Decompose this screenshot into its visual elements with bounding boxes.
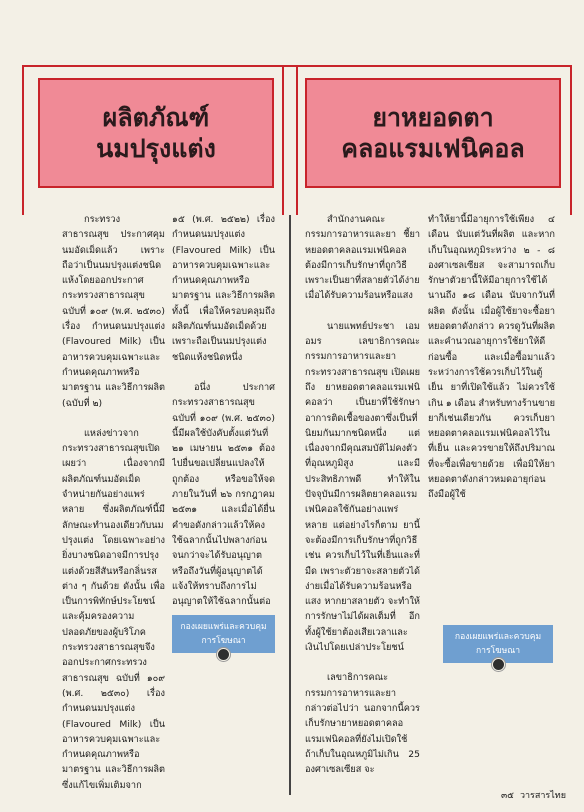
left-col1-paragraph-2: แหล่งข่าวจากกระทรวงสาธารณสุขเปิดเผยว่า เนื่องจากมีผลิตภัณฑ์นมอัดเม็ด จำหน่ายกันอย่างแพร่หลาย ซึ่งผลิตภัณฑ์นี้มีลักษณะทำนองเดียวกับนมปรุงแต่ง โดยเฉพาะอย่างยิ่งบางชนิดอาจมีการปรุงแต่งด้วยสีสันหรือกลิ่นรสต่าง ๆ กันด้วย ดังนั้น เพื่อเป็นการพิทักษ์ประโยชน์และคุ้มครองความปลอดภัยของผู้บริโภค กระทรวงสาธารณสุขจึงออกประกาศกระทรวงสาธารณสุข ฉบับที่ ๑๐๙ (พ.ศ. ๒๕๓๐) เรื่อง กำหนดนมปรุงแต่ง (Flavoured Milk) เป็นอาหารควบคุมเฉพาะและกำหนดคุณภาพหรือมาตรฐาน และวิธีการผลิต ซึ่งแก้ไขเพิ่มเติมจาก (62, 427, 165, 790)
left-article-title-banner (38, 78, 274, 188)
right-article-column-2 (428, 212, 555, 617)
right-article-title-banner (305, 78, 561, 188)
left-title-line2: นมปรุงแต่ง (96, 134, 216, 163)
left-title-line1: ผลิตภัณฑ์ (102, 102, 210, 132)
right-credit-line1: กองเผยแพร่และควบคุม (454, 632, 542, 642)
left-col2-paragraph-1: ๑๕ (พ.ศ. ๒๕๒๒) เรื่อง กำหนดนมปรุงแต่ง (Flavoured Milk) เป็นอาหารควบคุมเฉพาะและกำหนดคุณภาพหรือมาตรฐาน และวิธีการผลิต ทั้งนี้ เพื่อให้ครอบคลุมถึงผลิตภัณฑ์นมอัดเม็ดด้วยเพราะถือเป็นนมปรุงแต่งชนิดแห้งชนิดหนึ่ง (172, 214, 275, 363)
center-left-rule (282, 65, 284, 215)
right-article-column-1 (305, 212, 420, 790)
left-article-column-1 (62, 212, 165, 790)
left-credit-line2: การโฆษณา (201, 636, 246, 646)
right-emblem-icon (492, 658, 505, 671)
left-col2-paragraph-2: อนึ่ง ประกาศกระทรวงสาธารณสุข ฉบับที่ ๑๐๙ (พ.ศ. ๒๕๓๐) นี้มีผลใช้บังคับตั้งแต่วันที่ ๒๑ เมษายน ๒๕๓๑ ต้องไปยื่นขอเปลี่ยนแปลงให้ถูกต้อง หรือขอให้จดภายในวันที่ ๒๖ กรกฎาคม ๒๕๓๑ และเมื่อได้ยื่นคำขอดังกล่าวแล้วให้คงใช้ฉลากนั้นไปพลางก่อน จนกว่าจะได้รับอนุญาตหรือถึงวันที่ผู้อนุญาตได้แจ้งให้ทราบถึงการไม่อนุญาตให้ใช้ฉลากนั้นต่อ (172, 381, 275, 607)
right-col2-paragraph-1: ทำให้ยานี้มีอายุการใช้เพียง ๔ เดือน นับแต่วันที่ผลิต และหากเก็บในอุณหภูมิระหว่าง ๒ - ๘ องศาเซลเซียส จะสามารถเก็บรักษาตัวยานี้ให้มีอายุการใช้ได้นานถึง ๑๘ เดือน นับจากวันที่ผลิต ดังนั้น เมื่อผู้ใช้ยาจะซื้อยาหยอดตาดังกล่าว ควรดูวันที่ผลิตและคำนวณอายุการใช้ยาให้ดีก่อนซื้อ และเมื่อซื้อมาแล้ว ระหว่างการใช้ควรเก็บไว้ในตู้เย็น ยาที่เปิดใช้แล้ว ไม่ควรใช้เกิน ๑ เดือน สำหรับทางร้านขายยาก็เช่นเดียวกัน ควรเก็บยาหยอดตาคลอแรมเฟนิคอลไว้ในที่เย็น และควรขายให้ถึงปริมาณที่จะซื้อเพื่อขายด้วย เพื่อมิให้ยาหยอดตาดังกล่าวหมดอายุก่อนถึงมือผู้ใช้ (428, 214, 555, 501)
column-divider-red (289, 215, 291, 795)
center-right-rule (296, 65, 298, 215)
left-col1-paragraph-1: กระทรวงสาธารณสุข ประกาศคุมนมอัดเม็ดแล้ว เพราะถือว่าเป็นนมปรุงแต่งชนิดแห้งโดยออกประกาศกระทรวงสาธารณสุข ฉบับที่ ๑๐๙ (พ.ศ. ๒๕๓๐) เรื่อง กำหนดนมปรุงแต่ง (Flavoured Milk) เป็นอาหารควบคุมเฉพาะและกำหนดคุณภาพหรือมาตรฐาน และวิธีการผลิต (ฉบับที่ ๒) (62, 214, 165, 409)
right-title-line1: ยาหยอดตา (372, 102, 494, 132)
left-credit-line1: กองเผยแพร่และควบคุม (180, 622, 267, 632)
right-col1-paragraph-2: นายแพทย์ประชา เอมอมร เลขาธิการคณะกรรมการอาหารและยา กระทรวงสาธารณสุข เปิดเผยถึง ยาหยอดตาคลอแรมเฟนิคอลว่า เป็นยาที่ใช้รักษาอาการติดเชื้อของตาซึ่งเป็นที่นิยมกันมากชนิดหนึ่ง แต่ เนื่องจากมีคุณสมบัติไม่คงตัวที่อุณหภูมิสูง และมีประสิทธิภาพดี ทำให้ในปัจจุบันมีการผลิตยาคลอแรมเฟนิคอลใช้กันอย่างแพร่หลาย แต่อย่างไรก็ตาม ยานี้จะต้องมีการเก็บรักษาที่ถูกวิธี เช่น ควรเก็บไว้ในที่เย็นและที่มืด เพราะตัวยาจะสลายตัวได้ง่ายเมื่อได้รับความร้อนหรือแสง หากยาสลายตัว จะทำให้การรักษาไม่ได้ผลเต็มที่ อีกทั้งผู้ใช้ยาต้องเสียเวลาและเงินไปโดยเปล่าประโยชน์ (305, 320, 420, 654)
right-col1-paragraph-3: เลขาธิการคณะกรรมการอาหารและยา กล่าวต่อไปว่า นอกจากนี้ควรเก็บรักษายาหยอดตาคลอแรมเฟนิคอลที่ยังไม่เปิดใช้ ถ้าเก็บในอุณหภูมิไม่เกิน 25 องศาเซลเซียส จะ (305, 672, 420, 776)
left-emblem-icon (217, 648, 230, 661)
left-outer-rule (22, 65, 24, 215)
right-title-line2: คลอแรมเฟนิคอล (341, 134, 525, 163)
page-footer (501, 788, 566, 802)
left-article-column-2 (172, 212, 275, 607)
right-outer-rule (570, 65, 572, 215)
right-credit-line2: การโฆษณา (475, 646, 521, 656)
right-col1-paragraph-1: สำนักงานคณะกรรมการอาหารและยา ชี้ยาหยอดตาคลอแรมเฟนิคอล ต้องมีการเก็บรักษาที่ถูกวิธี เพราะเป็นยาที่สลายตัวได้ง่ายเมื่อได้รับความร้อนหรือแสง (305, 214, 420, 302)
page-number: ๓๕ (500, 791, 514, 801)
magazine-name: วารสารไทย (519, 791, 566, 801)
